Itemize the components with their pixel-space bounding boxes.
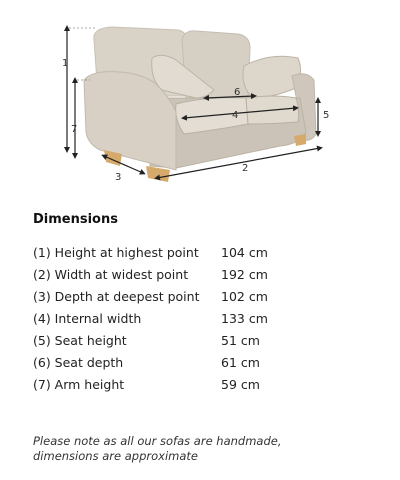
dimension-value: 59 cm xyxy=(221,377,260,392)
dimension-row-internal-width xyxy=(33,311,373,331)
handmade-note xyxy=(33,434,373,464)
note-line: dimensions are approximate xyxy=(33,449,198,463)
internal-width-marker: 4 xyxy=(232,110,239,121)
dimension-row-seat-height xyxy=(33,333,373,353)
dimension-row-arm-height xyxy=(33,377,373,397)
depth-marker: 3 xyxy=(115,172,122,183)
height-marker: 1 xyxy=(62,58,69,69)
dimension-value: 51 cm xyxy=(221,333,260,348)
dimension-value: 102 cm xyxy=(221,289,268,304)
seat-height-marker: 5 xyxy=(323,110,330,121)
dimension-label: (1) Height at highest point xyxy=(33,245,199,260)
seat-depth-marker: 6 xyxy=(234,87,241,98)
dimension-label: (2) Width at widest point xyxy=(33,267,189,282)
dimension-value: 104 cm xyxy=(221,245,268,260)
dimension-row-width xyxy=(33,267,373,287)
sofa-dimension-diagram xyxy=(0,0,400,200)
dimension-leader-lines xyxy=(69,28,96,80)
sofa-illustration xyxy=(84,27,316,182)
dimension-label: (5) Seat height xyxy=(33,333,127,348)
dimension-value: 133 cm xyxy=(221,311,268,326)
dimension-value: 61 cm xyxy=(221,355,260,370)
dimension-label: (3) Depth at deepest point xyxy=(33,289,200,304)
sofa-leg-front-right xyxy=(146,166,170,182)
dimension-label: (7) Arm height xyxy=(33,377,125,392)
dimension-value: 192 cm xyxy=(221,267,268,282)
dimension-row-depth xyxy=(33,289,373,309)
dimensions-heading: Dimensions xyxy=(33,212,118,227)
arm-height-marker: 7 xyxy=(71,124,78,135)
dimension-label: (4) Internal width xyxy=(33,311,142,326)
dimension-row-seat-depth xyxy=(33,355,373,375)
note-line: Please note as all our sofas are handmade, xyxy=(33,434,282,448)
width-marker: 2 xyxy=(242,163,249,174)
dimension-label: (6) Seat depth xyxy=(33,355,124,370)
sofa-leg-back-right xyxy=(294,134,306,146)
dimension-row-height xyxy=(33,245,373,265)
